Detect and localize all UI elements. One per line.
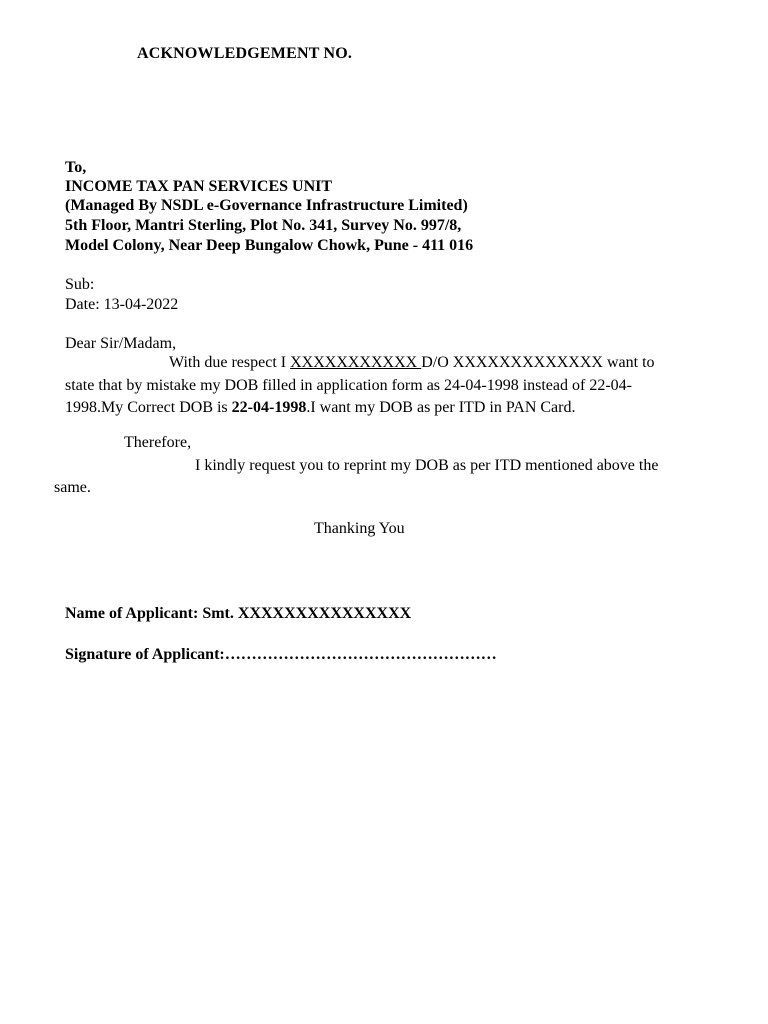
request-line-1: I kindly request you to reprint my DOB as per ITD mentioned above the [195, 457, 659, 474]
acknowledgement-heading: ACKNOWLEDGEMENT NO. [137, 45, 353, 62]
request-line-2: same. [54, 479, 91, 496]
address-line-1: INCOME TAX PAN SERVICES UNIT [65, 178, 333, 195]
body-line-2: state that by mistake my DOB filled in application form as 24-04-1998 instead of 22-04- [65, 377, 632, 394]
applicant-signature-line: Signature of Applicant:…………………………………………… [65, 646, 497, 663]
date-line: Date: 13-04-2022 [65, 296, 179, 313]
body-line-1-prefix: With due respect I [169, 354, 291, 371]
correct-dob: 22-04-1998 [231, 399, 307, 416]
closing-thanking: Thanking You [314, 520, 405, 537]
applicant-name-underlined: XXXXXXXXXXX [290, 354, 422, 371]
salutation: Dear Sir/Madam, [65, 335, 177, 352]
body-line-1-suffix: D/O XXXXXXXXXXXXX want to [421, 354, 655, 371]
body-line-3 [65, 398, 575, 418]
body-line-3-prefix: 1998.My Correct DOB is [65, 399, 232, 416]
page-bottom-margin [0, 1000, 768, 1024]
to-line: To, [65, 159, 87, 176]
applicant-name-line: Name of Applicant: Smt. XXXXXXXXXXXXXXX [65, 605, 412, 622]
address-line-3: 5th Floor, Mantri Sterling, Plot No. 341, Survey No. 997/8, [65, 217, 462, 234]
address-line-2: (Managed By NSDL e-Governance Infrastructure Limited) [65, 197, 468, 214]
subject-line: Sub: [65, 276, 95, 293]
body-line-1 [169, 353, 655, 373]
body-line-3-suffix: .I want my DOB as per ITD in PAN Card. [306, 399, 576, 416]
address-line-4: Model Colony, Near Deep Bungalow Chowk, Pune - 411 016 [65, 237, 474, 254]
therefore-line: Therefore, [124, 434, 192, 451]
